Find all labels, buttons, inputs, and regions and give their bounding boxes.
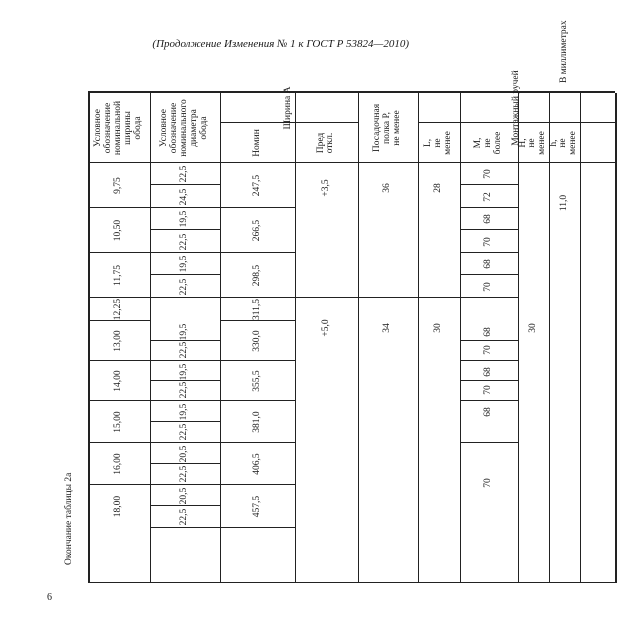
rule-line xyxy=(295,297,460,298)
col-m: М, не более xyxy=(473,131,503,155)
rule-line xyxy=(220,360,295,361)
row-a-2: 298,5 xyxy=(251,264,262,287)
rule-line xyxy=(460,340,518,341)
rule-line xyxy=(460,252,518,253)
row-diam-a-1: 19,5 xyxy=(179,210,190,228)
rule-line xyxy=(220,93,221,583)
rule-line xyxy=(88,442,150,443)
shelf-group-a: 36 xyxy=(382,183,393,193)
rule-line xyxy=(150,463,220,464)
row-width-0: 9,75 xyxy=(113,177,124,194)
rule-line xyxy=(150,442,220,443)
shelf-group-b: 34 xyxy=(382,323,393,333)
row-diam-a-2: 19,5 xyxy=(179,255,190,273)
rule-line xyxy=(615,93,617,583)
row-diam-a-0: 22,5 xyxy=(179,165,190,183)
col-h-lower: h, не менее xyxy=(548,131,579,155)
row-a-5: 355,5 xyxy=(251,370,262,392)
row-diam-b-0: 24,5 xyxy=(179,188,190,206)
row-m-b-5: 70 xyxy=(483,385,494,395)
m-group-bottom: 70 xyxy=(483,478,494,488)
h-lower-value: 11,0 xyxy=(558,194,569,212)
rule-line xyxy=(220,297,295,298)
rule-line xyxy=(460,275,518,276)
row-width-1: 10,50 xyxy=(113,219,124,242)
row-diam-b-7: 22,5 xyxy=(179,465,190,483)
row-diam-b-6: 22,5 xyxy=(179,423,190,441)
rule-line xyxy=(150,275,220,276)
col-shelf: Посадочная полка Р, не менее xyxy=(372,103,402,153)
row-m-a-2: 68 xyxy=(483,259,494,269)
col-l: L, не менее xyxy=(423,131,453,155)
col-nomin: Номин xyxy=(251,129,262,157)
col-groove: Монтажный ручей xyxy=(510,70,521,146)
row-width-6: 15,00 xyxy=(113,411,124,433)
row-a-4: 330,0 xyxy=(251,330,262,352)
row-diam-a-4: 19,5 xyxy=(179,323,190,341)
rule-line xyxy=(549,93,550,583)
rule-line xyxy=(88,320,150,321)
rule-line xyxy=(150,400,220,401)
rule-line xyxy=(220,527,295,528)
row-m-a-1: 68 xyxy=(483,214,494,224)
row-m-a-0: 70 xyxy=(483,169,494,179)
row-a-0: 247,5 xyxy=(251,174,262,197)
rule-line xyxy=(150,484,220,485)
row-width-3: 12,25 xyxy=(113,298,124,321)
row-m-a-4: 68 xyxy=(483,327,494,337)
document-header: (Продолжение Изменения № 1 к ГОСТ Р 53824—2010) xyxy=(152,38,409,50)
rule-line xyxy=(358,93,359,583)
rule-line xyxy=(88,360,150,361)
col-width-a: Ширина А xyxy=(283,86,294,130)
rule-line xyxy=(150,252,220,253)
rule-line xyxy=(150,527,220,528)
rule-line xyxy=(460,185,518,186)
row-diam-b-1: 22,5 xyxy=(179,233,190,251)
row-a-1: 266,5 xyxy=(251,219,262,242)
rule-line xyxy=(88,162,615,163)
row-diam-a-8: 20,5 xyxy=(179,487,190,505)
rule-line xyxy=(88,484,150,485)
row-m-a-6: 68 xyxy=(483,407,494,417)
row-width-4: 13,00 xyxy=(113,330,124,352)
row-m-b-4: 70 xyxy=(483,345,494,355)
col-nominal-width: Условное обозначение номинальной ширины обода xyxy=(93,100,143,156)
row-width-5: 14,00 xyxy=(113,370,124,392)
col-h-upper: H, не менее xyxy=(517,131,548,155)
rule-line xyxy=(150,230,220,231)
row-m-a-5: 68 xyxy=(483,367,494,377)
rule-line xyxy=(220,442,295,443)
rule-line xyxy=(460,360,518,361)
rule-line xyxy=(518,93,519,583)
row-width-7: 16,00 xyxy=(113,453,124,475)
row-diam-b-8: 22,5 xyxy=(179,508,190,526)
row-m-b-1: 70 xyxy=(483,237,494,247)
rule-line xyxy=(580,93,581,583)
rule-line xyxy=(220,400,295,401)
h-upper-value: 30 xyxy=(527,323,538,333)
rule-line xyxy=(150,297,220,298)
row-diam-b-2: 22,5 xyxy=(179,278,190,296)
rule-line xyxy=(150,207,220,208)
row-a-6: 381,0 xyxy=(251,411,262,433)
rule-line xyxy=(418,93,419,583)
row-diam-b-4: 22,5 xyxy=(179,341,190,359)
row-width-8: 18,00 xyxy=(113,495,124,518)
rule-line xyxy=(150,360,220,361)
rule-line xyxy=(220,320,295,321)
row-diam-a-7: 20,5 xyxy=(179,445,190,463)
caption: Окончание таблицы 2а xyxy=(64,472,75,565)
rule-line xyxy=(460,297,518,298)
row-diam-a-6: 19,5 xyxy=(179,403,190,421)
rule-line xyxy=(150,506,220,507)
rule-line xyxy=(88,252,150,253)
rule-line xyxy=(88,207,150,208)
rule-line xyxy=(88,92,615,94)
row-m-b-2: 70 xyxy=(483,282,494,292)
rule-line xyxy=(150,93,151,583)
rule-line xyxy=(220,207,295,208)
col-pred: Пред откл. xyxy=(315,132,336,154)
row-a-3: 311,5 xyxy=(251,298,262,321)
pred-group-b: +5,0 xyxy=(320,319,331,337)
rule-line xyxy=(460,93,461,583)
row-m-b-0: 72 xyxy=(483,192,494,202)
rule-line xyxy=(88,582,615,583)
rule-line xyxy=(460,400,518,401)
rule-line xyxy=(150,421,220,422)
row-a-7: 406,5 xyxy=(251,453,262,475)
col-nominal-diameter: Условное обозначение номинального диаметра обода xyxy=(159,99,209,157)
rule-line xyxy=(460,230,518,231)
rule-line xyxy=(150,380,220,381)
rule-line xyxy=(460,380,518,381)
l-group-b: 30 xyxy=(433,323,444,333)
rule-line xyxy=(460,207,518,208)
rule-line xyxy=(220,252,295,253)
pred-group-a: +3,5 xyxy=(320,179,331,197)
row-diam-a-5: 19,5 xyxy=(179,363,190,381)
rule-line xyxy=(150,340,220,341)
rule-line xyxy=(150,185,220,186)
rule-line xyxy=(220,484,295,485)
l-group-a: 28 xyxy=(433,183,444,193)
page-number: 6 xyxy=(47,592,52,603)
row-a-8: 457,5 xyxy=(251,495,262,518)
row-width-2: 11,75 xyxy=(113,264,124,287)
rule-line xyxy=(460,442,518,443)
row-diam-b-5: 22,5 xyxy=(179,381,190,399)
units-label: В миллиметрах xyxy=(559,20,570,83)
rule-line xyxy=(88,93,90,583)
rule-line xyxy=(88,400,150,401)
rule-line xyxy=(295,93,296,583)
